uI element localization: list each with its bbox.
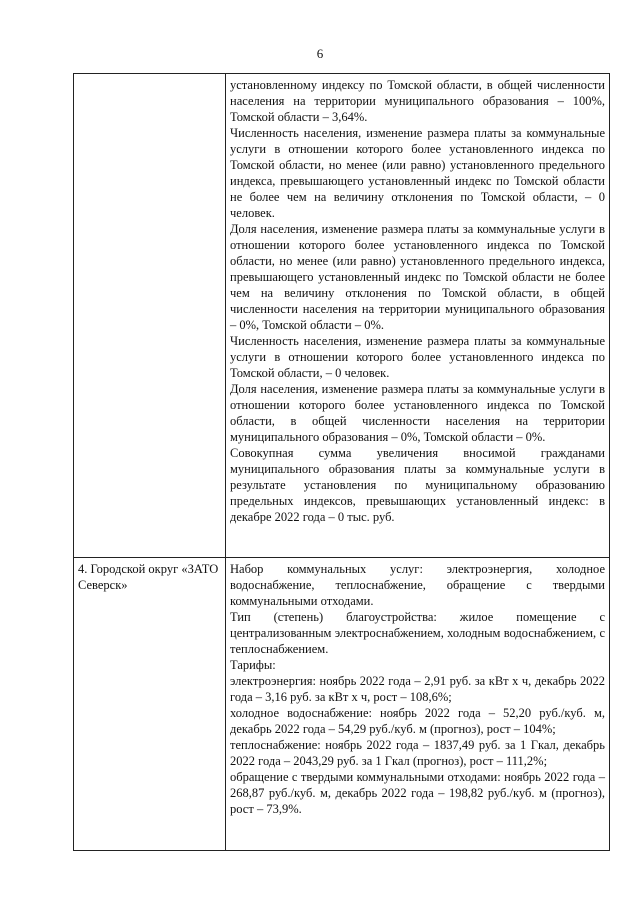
description-cell bbox=[226, 74, 610, 558]
paragraph: Набор коммунальных услуг: электроэнергия, холодное водоснабжение, теплоснабжение, обращение с твердыми коммунальными отходами. bbox=[230, 562, 605, 608]
paragraph: установленному индексу по Томской области, в общей численности населения на территории муниципального образования – 100%, Томской области – 3,64%. bbox=[230, 78, 605, 124]
page-number: 6 bbox=[316, 46, 324, 61]
paragraph: Тип (степень) благоустройства: жилое помещение с централизованным электроснабжением, холодным водоснабжением, с теплоснабжением. bbox=[230, 610, 605, 656]
description-cell bbox=[226, 558, 610, 851]
table-row bbox=[74, 74, 610, 558]
paragraph: Доля населения, изменение размера платы за коммунальные услуги в отношении которого более установленного индекса по Томской области, в общей численности населения на территории муниципального образования – 0%, Томской области – 0%. bbox=[230, 382, 605, 444]
paragraph: Доля населения, изменение размера платы за коммунальные услуги в отношении которого более установленного индекса по Томской области, но менее (или равно) установленного предельного индекса, превышающего установленный индекс по Томской области не более чем на величину отклонения по Томской области, в общей численности населения на территории муниципального образования – 0%, Томской области – 0%. bbox=[230, 222, 605, 332]
paragraph: Совокупная сумма увеличения вносимой гражданами муниципального образования платы за коммунальные услуги в результате установления по муниципальному образованию предельных индексов, превышающих установленный индекс: в декабре 2022 года – 0 тыс. руб. bbox=[230, 446, 605, 524]
paragraph: электроэнергия: ноябрь 2022 года – 2,91 руб. за кВт х ч, декабрь 2022 года – 3,16 руб. за кВт х ч, рост – 108,6%; bbox=[230, 674, 605, 704]
paragraph: теплоснабжение: ноябрь 2022 года – 1837,49 руб. за 1 Гкал, декабрь 2022 года – 2043,29 руб. за 1 Гкал (прогноз), рост – 111,2%; bbox=[230, 738, 605, 768]
municipal-tariff-table bbox=[73, 73, 610, 851]
table-row bbox=[74, 558, 610, 851]
paragraph: Численность населения, изменение размера платы за коммунальные услуги в отношении которого более установленного индекса по Томской области, но менее (или равно) установленного предельного индекса, превышающего установленный индекс по Томской области не более чем на величину отклонения по Томской области, – 0 человек. bbox=[230, 126, 605, 220]
paragraph: Численность населения, изменение размера платы за коммунальные услуги в отношении которого более установленного индекса по Томской области, – 0 человек. bbox=[230, 334, 605, 380]
municipality-name bbox=[78, 74, 221, 77]
municipality-name: 4. Городской округ «ЗАТО Северск» bbox=[78, 562, 219, 592]
municipality-cell bbox=[74, 558, 226, 851]
municipality-cell bbox=[74, 74, 226, 558]
paragraph: холодное водоснабжение: ноябрь 2022 года – 52,20 руб./куб. м, декабрь 2022 года – 54,29 руб./куб. м (прогноз), рост – 104%; bbox=[230, 706, 605, 736]
paragraph: обращение с твердыми коммунальными отходами: ноябрь 2022 года – 268,87 руб./куб. м, декабрь 2022 года – 198,82 руб./куб. м (прогноз), рост – 73,9%. bbox=[230, 770, 605, 816]
paragraph: Тарифы: bbox=[230, 658, 276, 672]
